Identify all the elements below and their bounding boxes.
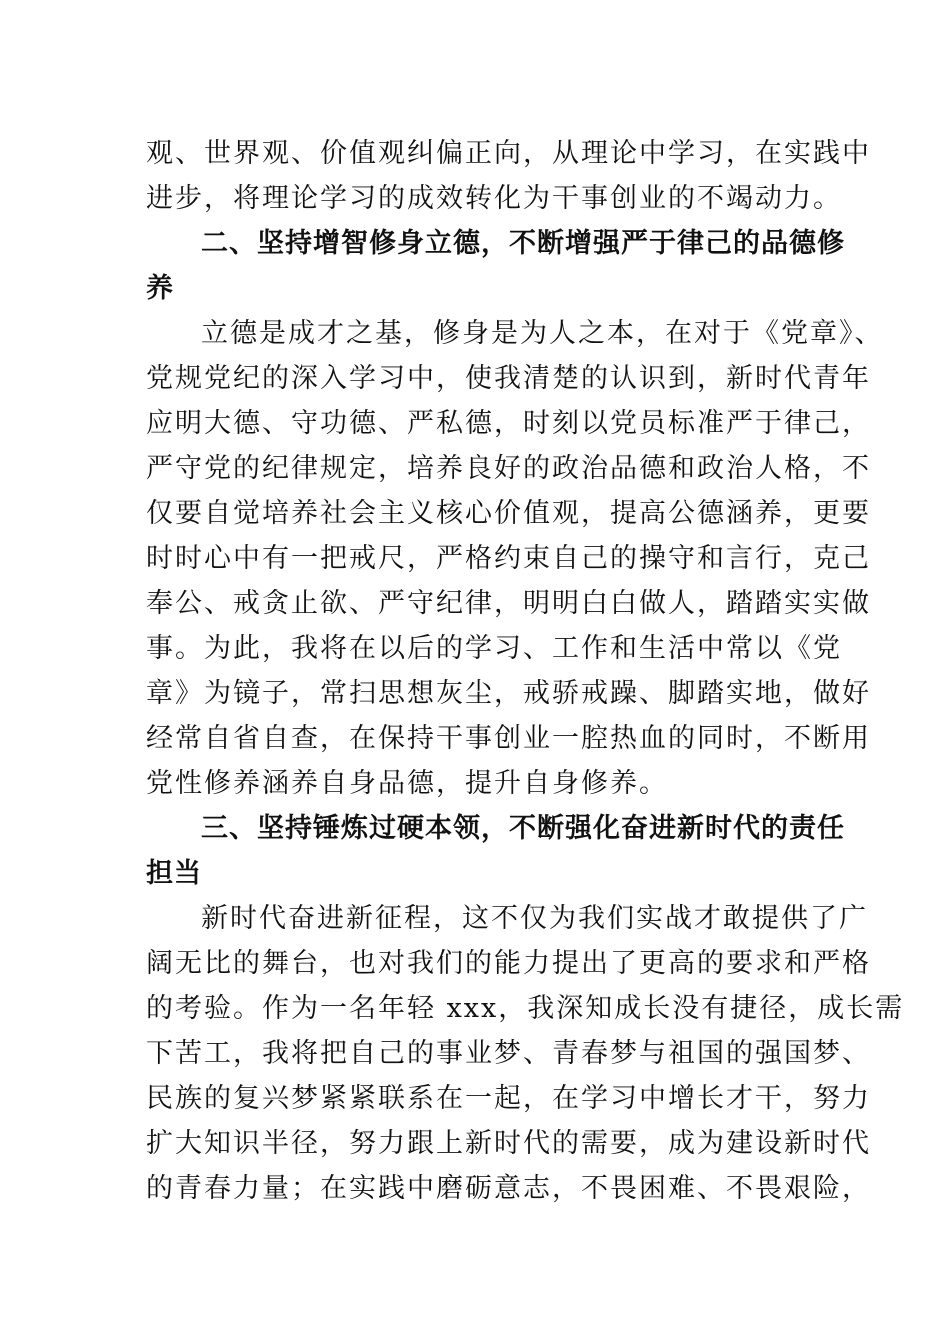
text-line: 时时心中有一把戒尺，严格约束自己的操守和言行，克己 (146, 543, 871, 574)
text-line: 章》为镜子，常扫思想灰尘，戒骄戒躁、脚踏实地，做好 (146, 678, 871, 709)
text-line: 仅要自觉培养社会主义核心价值观，提高公德涵养，更要 (146, 498, 871, 529)
section-heading-three (146, 806, 845, 896)
text-line: 应明大德、守功德、严私德，时刻以党员标准严于律己， (146, 408, 871, 439)
text-line: 下苦工，我将把自己的事业梦、青春梦与祖国的强国梦、 (146, 1038, 871, 1069)
text-line: 的青春力量；在实践中磨砺意志，不畏困难、不畏艰险， (146, 1173, 871, 1204)
text-line: 立德是成才之基，修身是为人之本，在对于《党章》、 (201, 318, 884, 349)
text-line: 新时代奋进新征程，这不仅为我们实战才敢提供了广 (201, 903, 868, 934)
text-line: 民族的复兴梦紧紧联系在一起，在学习中增长才干，努力 (146, 1083, 871, 1114)
text-line: 党规党纪的深入学习中，使我清楚的认识到，新时代青年 (146, 363, 871, 394)
text-line: 经常自省自查，在保持干事创业一腔热血的同时，不断用 (146, 723, 871, 754)
heading-line: 三、坚持锤炼过硬本领，不断强化奋进新时代的责任 (201, 813, 845, 844)
text-line: 扩大知识半径，努力跟上新时代的需要，成为建设新时代 (146, 1128, 871, 1159)
section-heading-two (146, 221, 845, 311)
heading-line: 担当 (146, 858, 202, 889)
text-line: 奉公、戒贪止欲、严守纪律，明明白白做人，踏踏实实做 (146, 588, 871, 619)
text-line: 的考验。作为一名年轻 xxx，我深知成长没有捷径，成长需 (146, 993, 905, 1024)
document-body (146, 131, 905, 1211)
heading-line: 养 (146, 273, 174, 304)
paragraph-two (146, 311, 884, 806)
text-line: 进步，将理论学习的成效转化为干事创业的不竭动力。 (146, 183, 842, 214)
paragraph-continuation (146, 131, 871, 221)
text-line: 党性修养涵养自身品德，提升自身修养。 (146, 768, 668, 799)
paragraph-three (146, 896, 905, 1211)
heading-line: 二、坚持增智修身立德，不断增强严于律己的品德修 (201, 228, 845, 259)
text-line: 阔无比的舞台，也对我们的能力提出了更高的要求和严格 (146, 948, 871, 979)
text-line: 观、世界观、价值观纠偏正向，从理论中学习，在实践中 (146, 138, 871, 169)
text-line: 严守党的纪律规定，培养良好的政治品德和政治人格，不 (146, 453, 871, 484)
text-line: 事。为此，我将在以后的学习、工作和生活中常以《党 (146, 633, 842, 664)
